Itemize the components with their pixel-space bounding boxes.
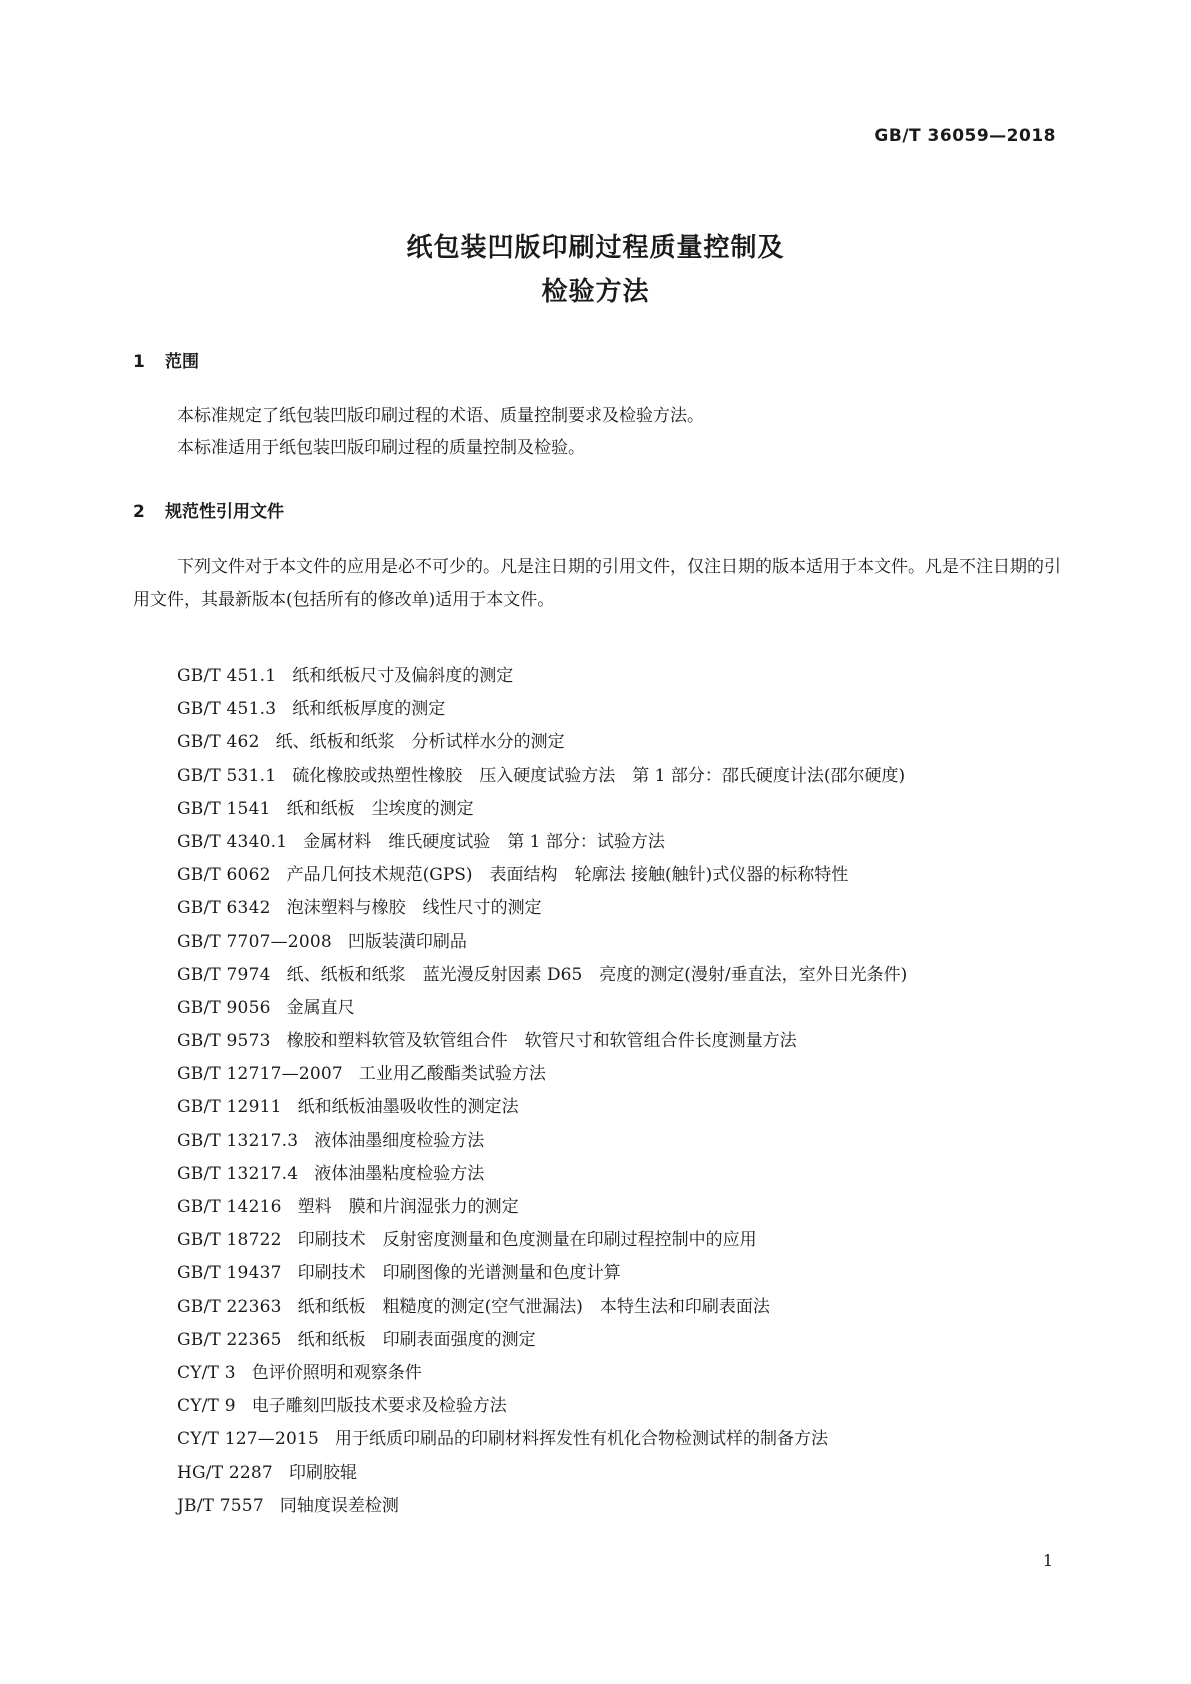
reference-title: 纸、纸板和纸浆 蓝光漫反射因素 D65 亮度的测定(漫射/垂直法，室外日光条件) [286,964,908,985]
document-title-line-2: 检验方法 [541,277,650,307]
reference-item [177,793,1067,826]
reference-item [177,992,1067,1025]
reference-title: 印刷技术 反射密度测量和色度测量在印刷过程控制中的应用 [297,1230,757,1251]
reference-title: 色评价照明和观察条件 [251,1362,422,1383]
reference-item [177,1191,1067,1224]
section-number: 1 [133,352,145,372]
reference-title: 印刷胶辊 [288,1462,357,1483]
reference-title: 液体油墨细度检验方法 [314,1130,485,1151]
section-number: 2 [133,502,145,522]
reference-item [177,1091,1067,1124]
reference-title: 橡胶和塑料软管及软管组合件 软管尺寸和软管组合件长度测量方法 [286,1031,797,1052]
reference-code: GB/T 6062 [177,865,271,886]
reference-item [177,1158,1067,1191]
reference-title: 塑料 膜和片润湿张力的测定 [297,1197,519,1217]
reference-title: 金属直尺 [286,997,355,1018]
normative-references-list [177,660,1067,1523]
reference-code: CY/T 127—2015 [177,1429,320,1450]
reference-title: 纸和纸板厚度的测定 [292,699,446,720]
reference-item [177,1224,1067,1257]
reference-code: GB/T 13217.3 [177,1130,299,1151]
document-title [0,226,1191,314]
section-1-paragraph-2: 本标准适用于纸包装凹版印刷过程的质量控制及检验。 [177,438,585,458]
reference-item [177,1025,1067,1058]
section-1-heading [133,347,199,372]
reference-item [177,926,1067,959]
reference-code: GB/T 13217.4 [177,1163,299,1184]
reference-code: CY/T 3 [177,1362,236,1383]
reference-title: 凹版装潢印刷品 [347,931,467,952]
reference-item [177,693,1067,726]
reference-code: GB/T 9056 [177,997,271,1018]
section-title: 范围 [165,352,199,372]
reference-code: GB/T 462 [177,732,260,753]
reference-code: GB/T 9573 [177,1031,271,1052]
reference-item [177,1125,1067,1158]
reference-item [177,826,1067,859]
reference-item [177,859,1067,892]
reference-code: GB/T 531.1 [177,765,277,786]
reference-title: 泡沫塑料与橡胶 线性尺寸的测定 [286,898,542,919]
reference-item [177,1324,1067,1357]
reference-title: 纸、纸板和纸浆 分析试样水分的测定 [275,732,565,753]
reference-code: JB/T 7557 [177,1495,264,1516]
reference-code: GB/T 451.3 [177,699,277,720]
reference-item [177,660,1067,693]
reference-code: GB/T 4340.1 [177,831,288,852]
reference-code: CY/T 9 [177,1396,236,1417]
reference-code: GB/T 19437 [177,1263,282,1284]
section-2-paragraph-1: 下列文件对于本文件的应用是必不可少的。凡是注日期的引用文件，仅注日期的版本适用于本文件。凡是不注日期的引用文件，其最新版本(包括所有的修改单)适用于本文件。 [133,557,1061,610]
reference-title: 用于纸质印刷品的印刷材料挥发性有机化合物检测试样的制备方法 [335,1429,829,1450]
reference-code: GB/T 12717—2007 [177,1064,343,1085]
reference-item [177,1423,1067,1456]
reference-code: GB/T 22363 [177,1296,282,1317]
reference-item [177,1490,1067,1523]
reference-title: 产品几何技术规范(GPS) 表面结构 轮廓法 接触(触针)式仪器的标称特性 [286,865,849,886]
reference-code: GB/T 7974 [177,964,271,985]
reference-title: 液体油墨粘度检验方法 [314,1163,485,1184]
reference-item [177,1291,1067,1324]
reference-code: GB/T 22365 [177,1329,282,1350]
reference-title: 纸和纸板 尘埃度的测定 [286,798,474,819]
reference-item [177,760,1067,793]
section-title: 规范性引用文件 [165,502,284,522]
reference-title: 纸和纸板尺寸及偏斜度的测定 [292,666,514,686]
reference-code: GB/T 7707—2008 [177,931,332,952]
reference-title: 工业用乙酸酯类试验方法 [358,1064,546,1085]
reference-item [177,1357,1067,1390]
standard-code: GB/T 36059—2018 [874,126,1056,146]
reference-title: 硫化橡胶或热塑性橡胶 压入硬度试验方法 第 1 部分：邵氏硬度计法(邵尔硬度) [292,765,906,786]
section-1-paragraph-1: 本标准规定了纸包装凹版印刷过程的术语、质量控制要求及检验方法。 [177,406,704,426]
reference-item [177,1457,1067,1490]
document-title-line-1: 纸包装凹版印刷过程质量控制及 [406,233,785,263]
reference-code: GB/T 14216 [177,1197,282,1217]
reference-title: 金属材料 维氏硬度试验 第 1 部分：试验方法 [303,831,665,852]
reference-code: GB/T 451.1 [177,666,277,686]
reference-item [177,892,1067,925]
reference-title: 纸和纸板 印刷表面强度的测定 [297,1329,536,1350]
reference-title: 同轴度误差检测 [279,1495,399,1516]
reference-code: GB/T 6342 [177,898,271,919]
reference-code: GB/T 1541 [177,798,271,819]
reference-title: 电子雕刻凹版技术要求及检验方法 [251,1396,507,1417]
reference-code: GB/T 12911 [177,1097,282,1118]
reference-item [177,726,1067,759]
reference-title: 印刷技术 印刷图像的光谱测量和色度计算 [297,1263,621,1284]
reference-item [177,1390,1067,1423]
reference-code: HG/T 2287 [177,1462,273,1483]
reference-item [177,959,1067,992]
reference-title: 纸和纸板 粗糙度的测定(空气泄漏法) 本特生法和印刷表面法 [297,1296,770,1317]
reference-title: 纸和纸板油墨吸收性的测定法 [297,1097,519,1118]
page-number: 1 [1042,1551,1053,1570]
section-2-heading [133,497,284,522]
reference-item [177,1257,1067,1290]
reference-code: GB/T 18722 [177,1230,282,1251]
reference-item [177,1058,1067,1091]
